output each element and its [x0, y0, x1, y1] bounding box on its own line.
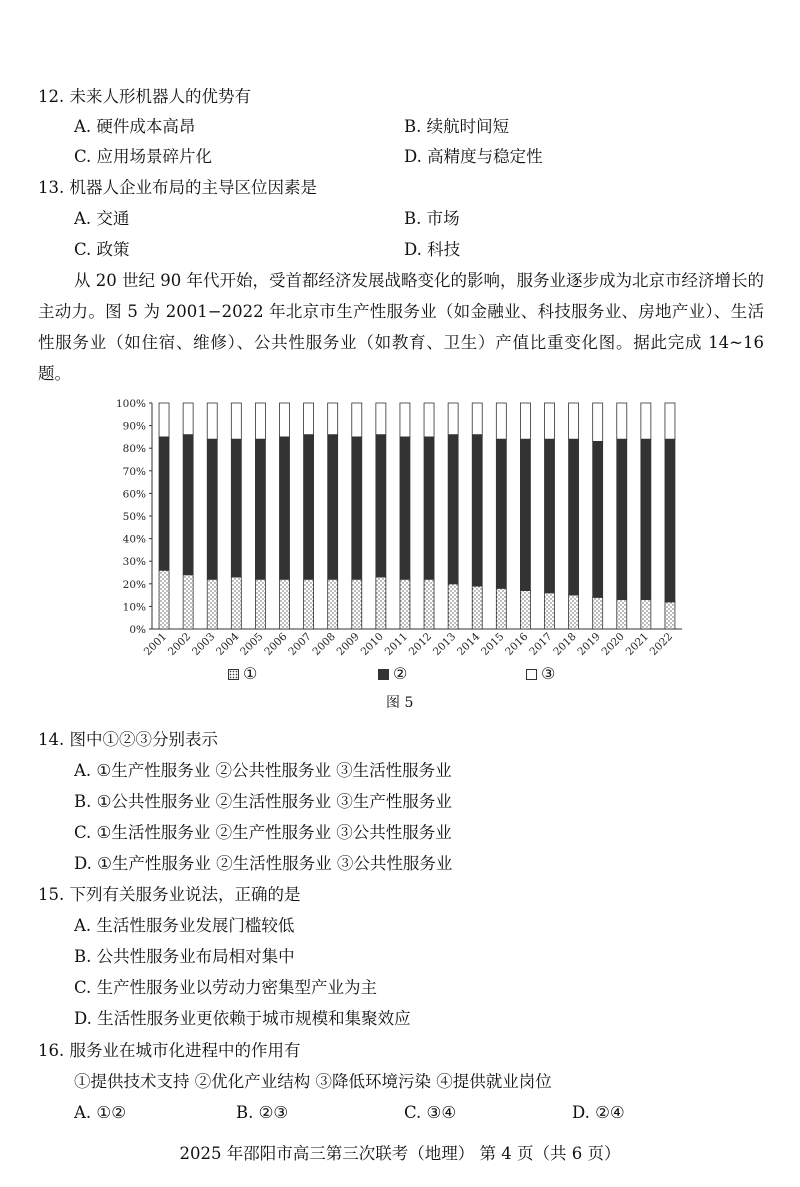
bar-segment-1 [352, 579, 362, 629]
bar-segment-1 [496, 588, 506, 629]
x-tick-label: 2008 [310, 630, 338, 659]
dotted-swatch-icon [228, 669, 239, 680]
y-tick-label: 70% [122, 465, 146, 478]
x-tick-label: 2018 [551, 630, 579, 659]
x-tick-label: 2004 [214, 630, 242, 659]
x-tick-label: 2012 [406, 630, 435, 659]
q13-option-d: D. 科技 [404, 240, 461, 259]
bar-segment-1 [207, 579, 217, 629]
x-tick-label: 2013 [430, 630, 459, 659]
q12-option-c: C. 应用场景碎片化 [74, 147, 213, 166]
bar-segment-1 [376, 577, 386, 629]
dark-swatch-icon [378, 669, 389, 680]
legend-item-1 [228, 664, 257, 684]
bar-segment-3 [255, 403, 265, 439]
y-tick-label: 90% [122, 420, 146, 433]
bar-segment-2 [617, 439, 627, 599]
bar-segment-1 [665, 602, 675, 629]
x-tick-label: 2010 [358, 630, 386, 659]
bar-segment-2 [400, 437, 410, 579]
bar-segment-2 [665, 439, 675, 602]
page-footer: 2025 年邵阳市高三第三次联考（地理） 第 4 页（共 6 页） [179, 1144, 621, 1163]
x-tick-label: 2014 [454, 630, 483, 659]
bar-segment-2 [376, 435, 386, 577]
x-tick-label: 2020 [599, 630, 627, 659]
bar-segment-1 [448, 584, 458, 629]
bar-segment-3 [496, 403, 506, 439]
y-tick-label: 0% [129, 624, 146, 636]
y-tick-label: 20% [122, 578, 146, 591]
bar-segment-3 [520, 403, 530, 439]
bar-segment-2 [255, 439, 265, 579]
q14-option-b: B. ①公共性服务业 ②生活性服务业 ③生产性服务业 [74, 792, 452, 811]
bar-segment-3 [472, 403, 482, 435]
q13-stem: 13. 机器人企业布局的主导区位因素是 [38, 178, 317, 197]
bar-segment-3 [545, 403, 555, 439]
q13-option-a: A. 交通 [74, 209, 130, 228]
x-tick-label: 2001 [141, 630, 170, 659]
q16-option-b: B. ②③ [236, 1103, 289, 1122]
bar-segment-2 [424, 437, 434, 579]
intro-text: 从 20 世纪 90 年代开始，受首都经济发展战略变化的影响，服务业逐步成为北京市经济增长的主动力。图 5 为 2001−2022 年北京市生产性服务业（如金融业、科技服务业、房地产业）、生活性服务业（如住宿、维修）、公共性服务业（如教育、卫生）产值比重变化图。据此完成 14~16 题。 [38, 271, 764, 383]
q15-option-c: C. 生产性服务业以劳动力密集型产业为主 [74, 978, 378, 997]
bar-segment-3 [183, 403, 193, 435]
y-tick-label: 100% [115, 398, 146, 410]
bar-segment-3 [593, 403, 603, 441]
bar-segment-1 [255, 579, 265, 629]
bar-segment-3 [400, 403, 410, 437]
q16-items: ①提供技术支持 ②优化产业结构 ③降低环境污染 ④提供就业岗位 [74, 1072, 552, 1091]
bar-segment-2 [352, 437, 362, 579]
bar-segment-2 [231, 439, 241, 577]
bar-segment-1 [159, 570, 169, 629]
bar-segment-3 [448, 403, 458, 435]
q13-option-b: B. 市场 [404, 209, 460, 228]
bar-segment-3 [617, 403, 627, 439]
q13-option-c: C. 政策 [74, 240, 130, 259]
bar-segment-2 [641, 439, 651, 599]
bar-segment-1 [545, 593, 555, 629]
q15-option-b: B. 公共性服务业布局相对集中 [74, 947, 295, 966]
bar-segment-3 [231, 403, 241, 439]
q16-option-c: C. ③④ [404, 1103, 457, 1122]
bar-segment-2 [569, 439, 579, 595]
x-tick-label: 2002 [165, 630, 194, 659]
bar-segment-3 [159, 403, 169, 437]
legend-label-1: ① [243, 664, 258, 683]
q12-option-b: B. 续航时间短 [404, 117, 510, 136]
bar-segment-3 [352, 403, 362, 437]
bar-segment-1 [304, 579, 314, 629]
x-tick-label: 2005 [238, 630, 266, 659]
q14-stem: 14. 图中①②③分别表示 [38, 730, 218, 749]
x-tick-label: 2016 [503, 630, 531, 659]
q15-option-d: D. 生活性服务业更依赖于城市规模和集聚效应 [74, 1009, 411, 1028]
stacked-bar-chart [100, 392, 700, 692]
q14-option-d: D. ①生产性服务业 ②生活性服务业 ③公共性服务业 [74, 854, 453, 873]
legend-item-3 [526, 664, 555, 684]
bar-segment-1 [593, 597, 603, 629]
bar-segment-3 [569, 403, 579, 439]
x-tick-label: 2021 [623, 630, 651, 659]
y-tick-label: 50% [122, 511, 146, 523]
bar-segment-1 [472, 586, 482, 629]
white-swatch-icon [526, 669, 537, 680]
bar-segment-1 [400, 579, 410, 629]
bar-segment-3 [665, 403, 675, 439]
bar-segment-3 [641, 403, 651, 439]
bar-segment-2 [159, 437, 169, 570]
legend-label-2: ② [393, 664, 408, 683]
bar-segment-1 [641, 600, 651, 629]
figure-5-chart [100, 392, 700, 692]
legend-item-2 [378, 664, 407, 684]
y-tick-label: 30% [122, 556, 146, 569]
bar-segment-1 [280, 579, 290, 629]
bar-segment-3 [424, 403, 434, 437]
q15-stem: 15. 下列有关服务业说法，正确的是 [38, 885, 301, 904]
q14-option-a: A. ①生产性服务业 ②公共性服务业 ③生活性服务业 [74, 761, 452, 780]
bar-segment-2 [520, 439, 530, 590]
legend-label-3: ③ [541, 664, 556, 683]
bar-segment-1 [520, 591, 530, 629]
x-tick-label: 2007 [286, 630, 314, 659]
bar-segment-1 [231, 577, 241, 629]
q15-option-a: A. 生活性服务业发展门槛较低 [74, 916, 295, 935]
bar-segment-3 [280, 403, 290, 437]
x-tick-label: 2019 [575, 630, 603, 659]
bar-segment-3 [376, 403, 386, 435]
bar-segment-2 [304, 435, 314, 580]
bar-segment-2 [448, 435, 458, 584]
x-tick-label: 2015 [479, 630, 507, 659]
bar-segment-2 [593, 441, 603, 597]
q16-option-d: D. ②④ [572, 1103, 625, 1122]
bar-segment-2 [328, 435, 338, 580]
q12-option-d: D. 高精度与稳定性 [404, 147, 543, 166]
x-tick-label: 2006 [262, 630, 290, 659]
bar-segment-1 [328, 579, 338, 629]
x-tick-label: 2017 [527, 630, 555, 659]
bar-segment-2 [280, 437, 290, 579]
bar-segment-3 [328, 403, 338, 435]
figure-caption: 图 5 [386, 695, 414, 711]
y-tick-label: 80% [122, 443, 146, 456]
q16-option-a: A. ①② [74, 1103, 126, 1122]
bar-segment-2 [207, 439, 217, 579]
bar-segment-1 [424, 579, 434, 629]
q12-stem: 12. 未来人形机器人的优势有 [38, 87, 251, 106]
x-tick-label: 2009 [334, 630, 362, 659]
q14-option-c: C. ①生活性服务业 ②生产性服务业 ③公共性服务业 [74, 823, 452, 842]
q12-option-a: A. 硬件成本高昂 [74, 117, 196, 136]
bar-segment-2 [545, 439, 555, 593]
y-tick-label: 40% [122, 533, 146, 546]
x-tick-label: 2022 [647, 630, 676, 659]
bar-segment-2 [496, 439, 506, 588]
y-tick-label: 10% [122, 601, 146, 614]
bar-segment-1 [183, 575, 193, 629]
bar-segment-1 [617, 600, 627, 629]
bar-segment-2 [472, 435, 482, 586]
bar-segment-1 [569, 595, 579, 629]
x-tick-label: 2003 [189, 630, 218, 659]
bar-segment-2 [183, 435, 193, 575]
y-tick-label: 60% [122, 488, 146, 501]
intro-paragraph [38, 265, 764, 389]
bar-segment-3 [304, 403, 314, 435]
x-tick-label: 2011 [382, 630, 411, 659]
q16-stem: 16. 服务业在城市化进程中的作用有 [38, 1041, 301, 1060]
bar-segment-3 [207, 403, 217, 439]
